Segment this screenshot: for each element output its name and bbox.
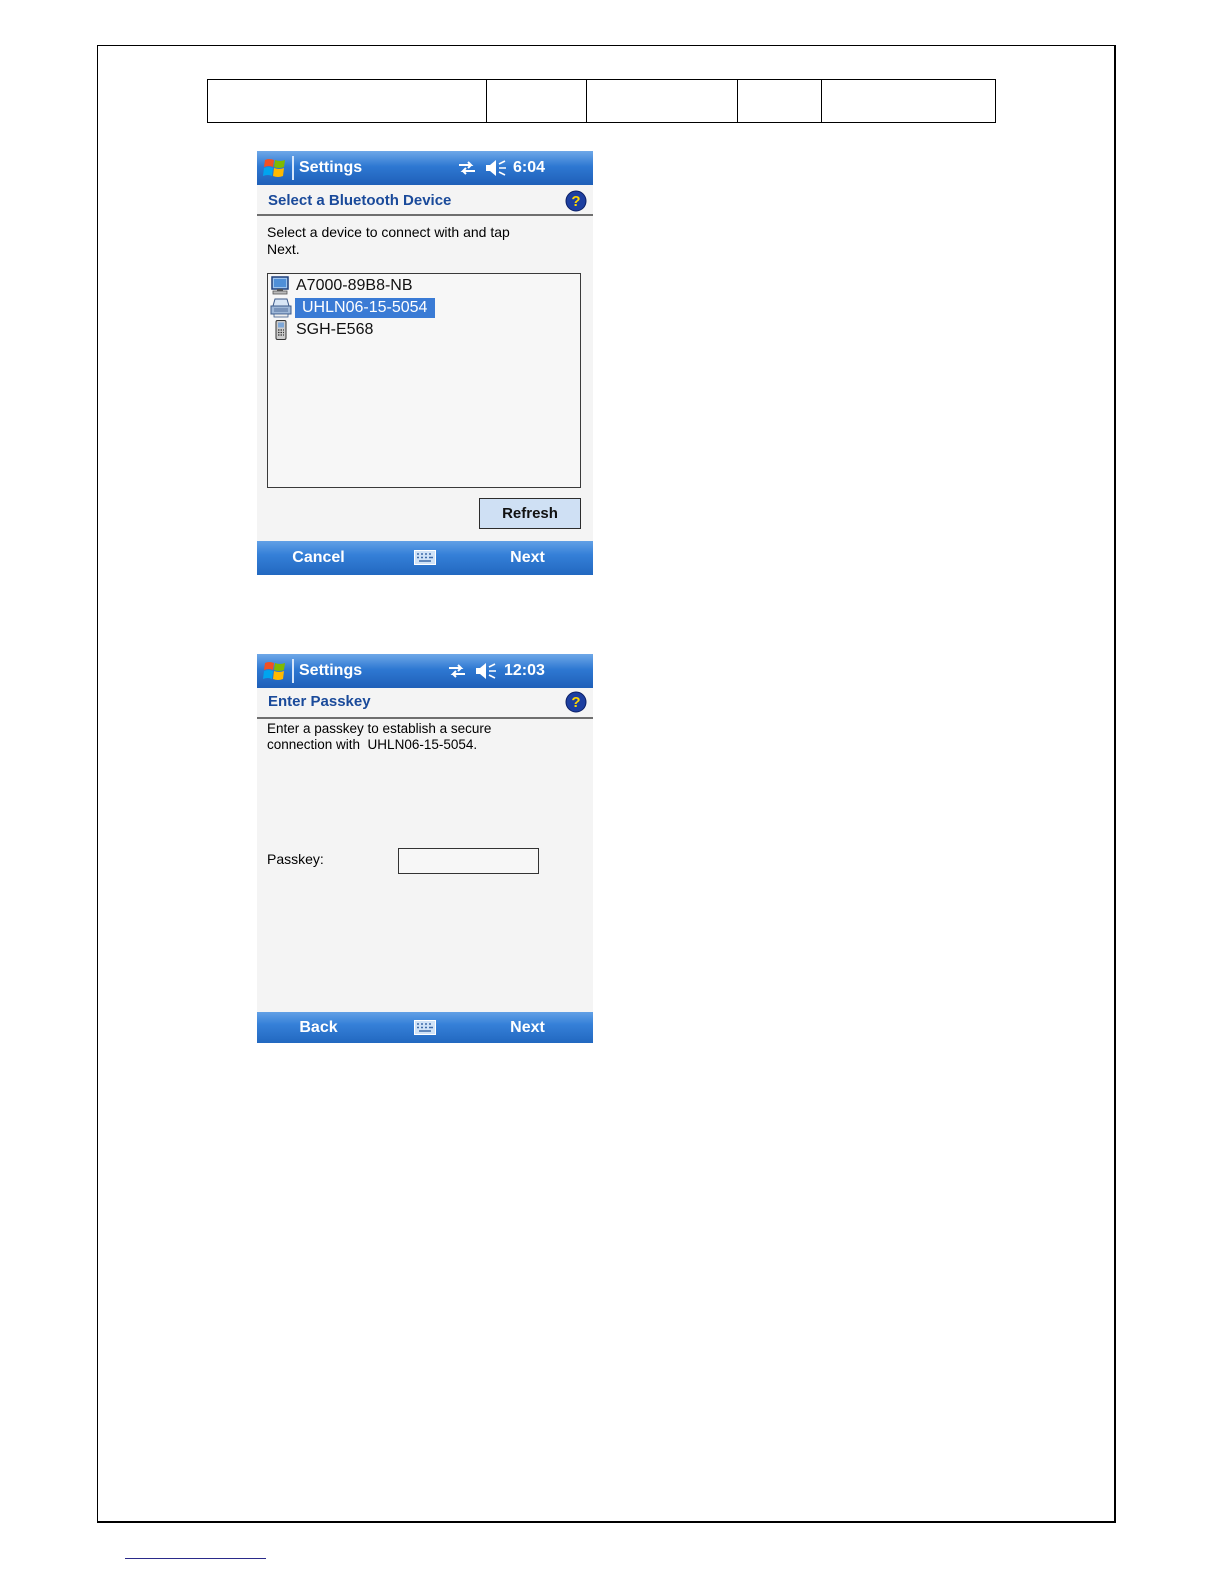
- connectivity-icon[interactable]: [447, 663, 467, 679]
- instructions: [267, 224, 567, 258]
- page-frame: [97, 45, 1116, 1523]
- subheader: [257, 688, 593, 719]
- volume-muted-icon[interactable]: [485, 159, 507, 177]
- device-list[interactable]: [267, 273, 581, 488]
- computer-icon: [270, 276, 292, 296]
- refresh-button[interactable]: Refresh: [479, 498, 581, 529]
- footer-rule: [125, 1558, 266, 1559]
- header-cell: [208, 80, 487, 122]
- instructions: [267, 721, 567, 753]
- instructions-line: Select a device to connect with and tap: [267, 224, 510, 240]
- volume-muted-icon[interactable]: [475, 662, 497, 680]
- window-title: Settings: [299, 662, 363, 679]
- window-title: Settings: [299, 159, 363, 176]
- next-button[interactable]: Next: [510, 1018, 545, 1036]
- instructions-line: connection with UHLN06-15-5054.: [267, 737, 478, 752]
- passkey-input[interactable]: [398, 848, 539, 874]
- header-cell: [738, 80, 822, 122]
- windows-start-icon[interactable]: [263, 156, 287, 180]
- header-table: [207, 79, 996, 123]
- instructions-line: Next.: [267, 241, 300, 257]
- instructions-line: Enter a passkey to establish a secure: [267, 721, 492, 736]
- keyboard-icon[interactable]: [414, 1020, 436, 1035]
- printer-icon: [270, 298, 292, 318]
- next-button[interactable]: Next: [510, 549, 545, 566]
- bluetooth-select-screen: [257, 151, 593, 575]
- page-title: Select a Bluetooth Device: [268, 192, 452, 209]
- help-icon[interactable]: [565, 691, 587, 713]
- header-cell: [587, 80, 738, 122]
- enter-passkey-screen: [257, 654, 593, 1043]
- soft-key-bar: [257, 541, 593, 575]
- list-item-device[interactable]: [270, 275, 419, 297]
- soft-key-bar: [257, 1012, 593, 1043]
- clock[interactable]: 12:03: [504, 662, 545, 679]
- list-item-device-selected[interactable]: [270, 297, 435, 319]
- keyboard-icon[interactable]: [414, 550, 436, 565]
- title-separator: [292, 156, 294, 180]
- phone-icon: [270, 320, 292, 340]
- clock[interactable]: 6:04: [513, 159, 546, 176]
- svg-text:?: ?: [571, 193, 581, 210]
- passkey-label: Passkey:: [267, 851, 324, 867]
- header-cell: [822, 80, 995, 122]
- device-name: UHLN06-15-5054: [295, 298, 435, 318]
- svg-text:?: ?: [571, 694, 581, 711]
- help-icon[interactable]: [565, 190, 587, 212]
- header-cell: [487, 80, 587, 122]
- windows-start-icon[interactable]: [263, 659, 287, 683]
- title-bar: [257, 654, 593, 688]
- device-name: SGH-E568: [296, 321, 374, 338]
- title-separator: [292, 659, 294, 683]
- device-name: A7000-89B8-NB: [296, 277, 413, 294]
- back-button[interactable]: Back: [299, 1018, 338, 1036]
- connectivity-icon[interactable]: [457, 160, 477, 176]
- cancel-button[interactable]: Cancel: [292, 549, 345, 566]
- title-bar: [257, 151, 593, 185]
- subheader: [257, 185, 593, 216]
- page-title: Enter Passkey: [268, 693, 371, 710]
- list-item-device[interactable]: [270, 319, 379, 341]
